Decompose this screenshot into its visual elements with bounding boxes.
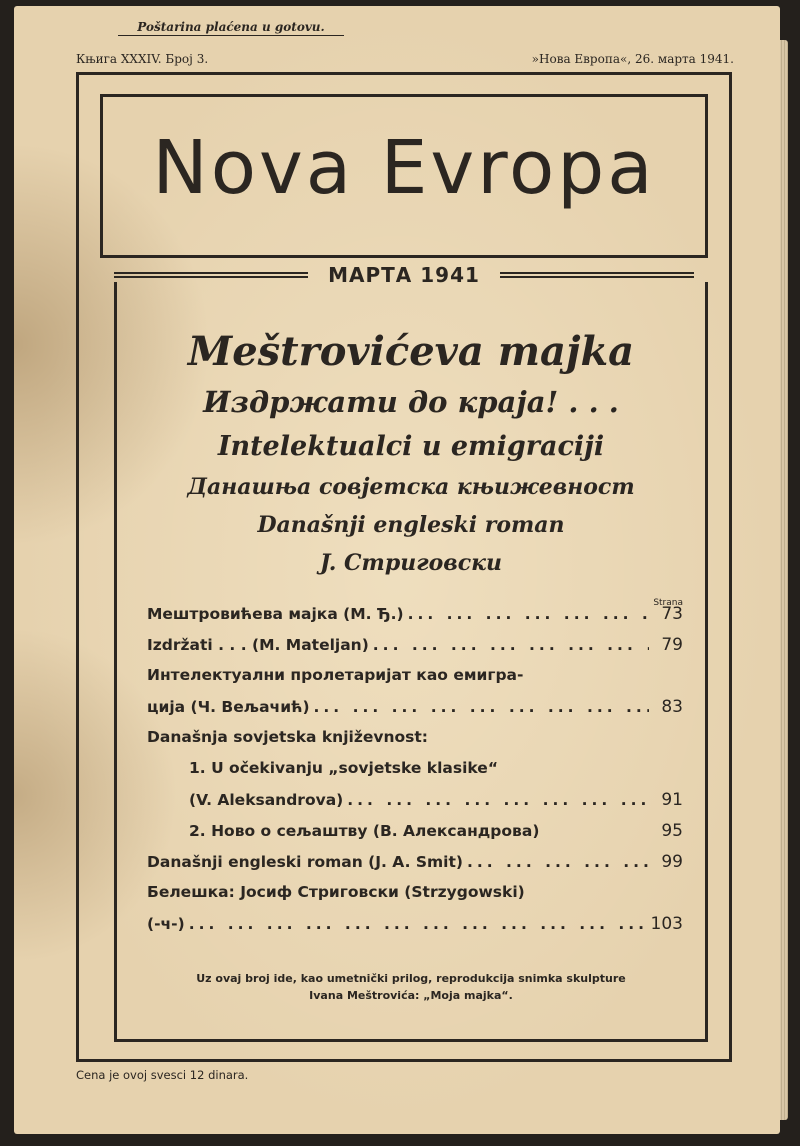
dot-leader xyxy=(369,636,649,654)
toc-row xyxy=(147,790,683,821)
note-line: Uz ovaj broj ide, kao umetnički prilog, reprodukcija snimka skulpture xyxy=(196,972,626,985)
toc-page: 91 xyxy=(661,790,683,810)
toc-title: Današnji engleski roman (J. A. Smit) xyxy=(147,853,463,871)
toc-row xyxy=(147,697,683,728)
divider-rule-left xyxy=(114,272,308,278)
toc-page: 103 xyxy=(650,914,683,934)
toc-title: (V. Aleksandrova) xyxy=(189,791,344,809)
toc-title: Današnja sovjetska književnost: xyxy=(147,728,428,746)
volume-number: Књига XXXIV. Број 3. xyxy=(76,52,209,66)
toc-row xyxy=(147,759,683,790)
toc-row xyxy=(147,821,683,852)
toc-row xyxy=(147,852,683,883)
toc-page: 99 xyxy=(661,852,683,872)
toc-title: ција (Ч. Вељачић) xyxy=(147,698,310,716)
toc-title: Интелектуални пролетаријат као емигра- xyxy=(147,666,524,684)
headline: Данашња совјетска књижевност xyxy=(187,474,635,500)
dot-leader xyxy=(310,698,649,716)
toc-title: Izdržati . . . (M. Mateljan) xyxy=(147,636,369,654)
divider-rule-right xyxy=(500,272,694,278)
toc-page: 73 xyxy=(661,604,683,624)
magazine-cover xyxy=(14,6,780,1134)
headline: Meštrovićeva majka xyxy=(187,328,635,375)
toc-section-heading xyxy=(147,728,683,759)
page-column-label: Strana xyxy=(653,598,683,608)
toc-row xyxy=(147,914,683,945)
supplement-note xyxy=(117,970,705,1004)
headline: Издржати до краја! . . . xyxy=(203,385,619,419)
toc-title: 1. U očekivanju „sovjetske klasike“ xyxy=(189,759,499,777)
toc-page: 79 xyxy=(661,635,683,655)
price-note: Cena je ovoj svesci 12 dinara. xyxy=(76,1068,249,1082)
toc-row xyxy=(147,635,683,666)
dot-leader xyxy=(463,853,649,871)
toc-row xyxy=(147,666,683,697)
contents-box xyxy=(114,282,708,1042)
toc-page: 95 xyxy=(661,821,683,841)
headline: J. Стриговски xyxy=(320,550,502,576)
note-line: Ivana Meštrovića: „Moja majka“. xyxy=(309,989,513,1002)
headline: Današnji engleski roman xyxy=(257,512,565,538)
dot-leader xyxy=(404,605,649,623)
issue-date: »Нова Европа«, 26. марта 1941. xyxy=(531,52,734,66)
toc-row xyxy=(147,883,683,914)
masthead-title: Nova Evropa xyxy=(152,125,656,211)
toc-title: Белешка: Јосиф Стриговски (Strzygowski) xyxy=(147,883,525,901)
title-box xyxy=(100,94,708,258)
toc-page: 83 xyxy=(661,697,683,717)
toc-title: Мештровићева мајка (М. Ђ.) xyxy=(147,605,404,623)
toc-title: (-ч-) xyxy=(147,915,185,933)
toc-title: 2. Ново о сељаштву (В. Александрова) xyxy=(189,822,540,840)
issue-month: МАРТА 1941 xyxy=(328,263,480,287)
dot-leader xyxy=(185,915,649,933)
headline: Intelektualci u emigraciji xyxy=(217,431,605,462)
toc-row xyxy=(147,604,683,635)
postage-note: Poštarina plaćena u gotovu. xyxy=(118,20,344,36)
dot-leader xyxy=(343,791,649,809)
headlines xyxy=(117,328,705,576)
table-of-contents xyxy=(147,598,683,945)
